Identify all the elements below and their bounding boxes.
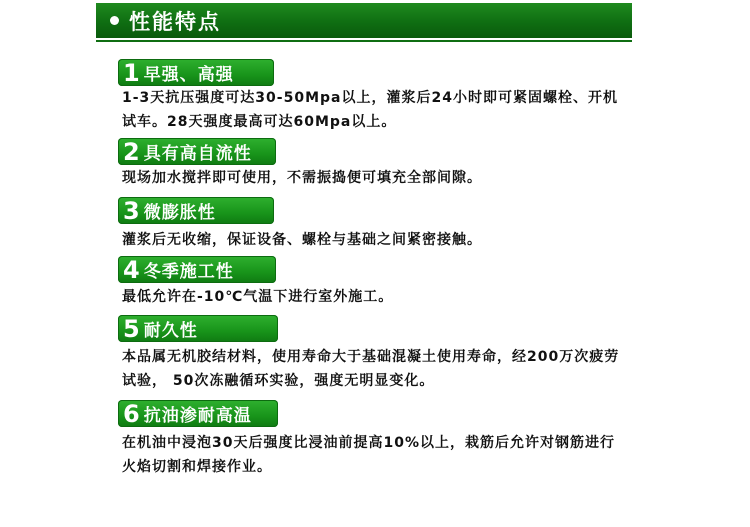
- feature-badge-6: [118, 400, 278, 427]
- feature-title: 具有高自流性: [143, 144, 252, 164]
- feature-badge-5: [118, 315, 278, 342]
- feature-number: 1: [123, 58, 140, 87]
- feature-description-1: 1-3天抗压强度可达30-50Mpa以上，灌浆后24小时即可紧固螺栓、开机试车。28天强度最高可达60Mpa以上。: [122, 90, 618, 130]
- feature-description-5: 本品属无机胶结材料，使用寿命大于基础混凝土使用寿命，经200万次疲劳试验， 50次冻融循环实验，强度无明显变化。: [122, 349, 620, 389]
- feature-number: 2: [123, 137, 140, 166]
- feature-badge-4: [118, 256, 276, 283]
- feature-description-4: 最低允许在-10℃气温下进行室外施工。: [122, 289, 394, 305]
- feature-description-3: 灌浆后无收缩，保证设备、螺栓与基础之间紧密接触。: [122, 232, 482, 248]
- feature-title: 微膨胀性: [143, 203, 216, 223]
- section-title: 性能特点: [129, 9, 221, 34]
- feature-description-2: 现场加水搅拌即可使用，不需振捣便可填充全部间隙。: [122, 170, 482, 186]
- feature-title: 耐久性: [143, 321, 198, 341]
- feature-number: 6: [123, 399, 140, 428]
- feature-badge-3: [118, 197, 274, 224]
- section-header: [96, 3, 632, 38]
- feature-number: 4: [123, 255, 140, 284]
- feature-description-6: 在机油中浸泡30天后强度比浸油前提高10%以上，栽筋后允许对钢筋进行火焰切割和焊接作业。: [122, 435, 615, 475]
- bullet-icon: [110, 16, 119, 25]
- header-underline: [96, 40, 632, 42]
- feature-number: 3: [123, 196, 140, 225]
- feature-title: 早强、高强: [143, 65, 234, 85]
- feature-title: 冬季施工性: [143, 262, 234, 282]
- feature-title: 抗油渗耐高温: [143, 406, 252, 426]
- feature-number: 5: [123, 314, 140, 343]
- feature-badge-1: [118, 59, 274, 86]
- feature-badge-2: [118, 138, 276, 165]
